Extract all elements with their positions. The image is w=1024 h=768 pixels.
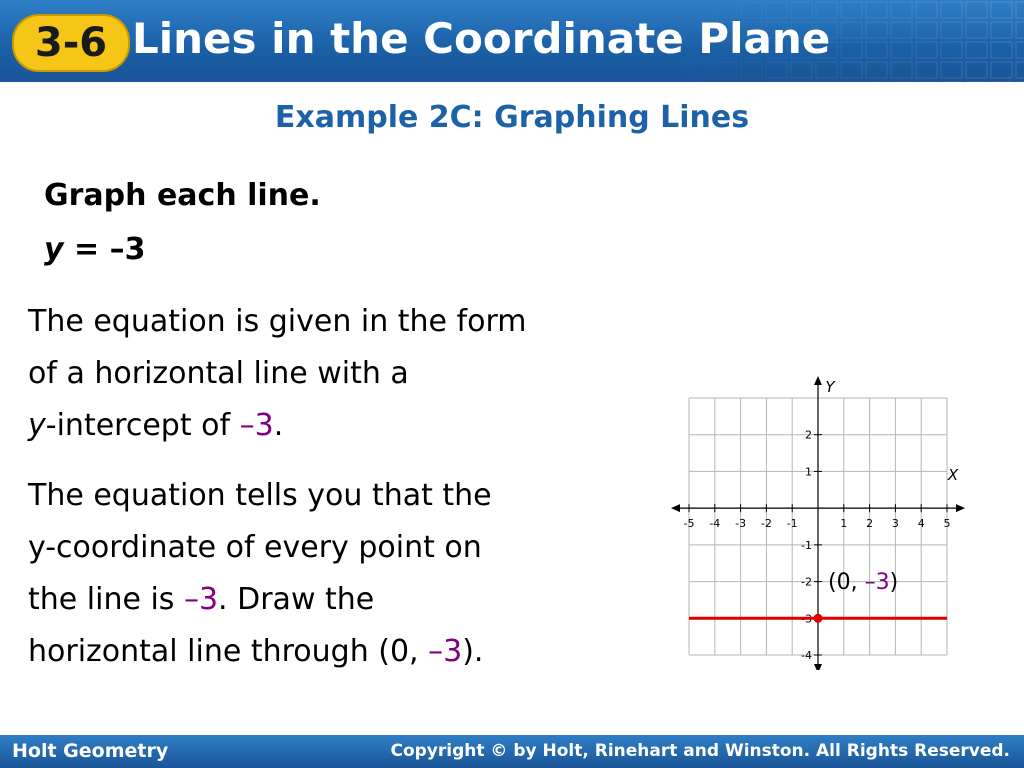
x-tick-label: 3 (891, 517, 899, 531)
explanation-paragraph-1 (28, 296, 526, 452)
x-tick-label: -4 (709, 517, 721, 531)
y-tick-label: -1 (801, 538, 812, 552)
footer-course-title: Holt Geometry (12, 740, 169, 762)
x-axis-arrow-right (956, 504, 965, 512)
point-label-close: ) (889, 570, 899, 595)
x-tick-label: -3 (735, 517, 747, 531)
equation-rest: = –3 (63, 232, 146, 267)
example-subtitle: Example 2C: Graphing Lines (274, 100, 750, 135)
footer-bar (0, 735, 1024, 768)
x-tick-label: 4 (917, 517, 925, 531)
y-tick-label: -3 (801, 612, 812, 626)
paragraph-2-line-3 (28, 574, 492, 626)
through-text: horizontal line through (0, (28, 634, 429, 669)
problem-equation (44, 232, 145, 267)
paragraph-2-line-2: y-coordinate of every point on (28, 530, 482, 565)
coordinate-graph (660, 370, 980, 670)
y-tick-label: -2 (801, 575, 812, 589)
y-variable: y (28, 408, 46, 443)
y-axis-arrow-up (814, 376, 822, 385)
paragraph-1-line-2: of a horizontal line with a (28, 356, 409, 391)
paragraph-1-line-3 (28, 400, 526, 452)
intercept-value: –3 (239, 408, 274, 443)
paragraph-2-line-1: The equation tells you that the (28, 478, 492, 513)
through-value: –3 (428, 634, 463, 669)
y-axis-label: Y (825, 378, 835, 396)
explanation-paragraph-2 (28, 470, 492, 678)
equation-variable: y (44, 232, 64, 267)
x-tick-label: 5 (943, 517, 951, 531)
y-tick-label: 2 (805, 428, 812, 442)
lesson-number: 3-6 (34, 20, 108, 66)
paragraph-1-line-1: The equation is given in the form (28, 304, 527, 339)
point-label-value: –3 (864, 570, 890, 595)
lesson-title: Lines in the Coordinate Plane (132, 14, 831, 63)
x-axis-label: X (947, 466, 959, 485)
paragraph-2-line-4 (28, 626, 492, 678)
draw-text: . Draw the (218, 582, 375, 617)
y-tick-label: 1 (805, 465, 812, 479)
point-0-minus-3 (814, 614, 823, 623)
line-is-text: the line is (28, 582, 184, 617)
problem-heading: Graph each line. (44, 178, 321, 213)
footer-copyright: Copyright © by Holt, Rinehart and Winston. All Rights Reserved. (390, 741, 1010, 761)
x-tick-label: -2 (760, 517, 772, 531)
line-value: –3 (183, 582, 219, 617)
point-label-open: (0, (828, 570, 865, 595)
through-end: ). (462, 634, 484, 669)
y-axis-arrow-down (814, 664, 822, 670)
point-label (828, 570, 898, 595)
intercept-text: -intercept of (45, 408, 240, 443)
lesson-badge (12, 14, 130, 72)
x-tick-label: 1 (840, 517, 848, 531)
x-tick-label: 2 (866, 517, 874, 531)
x-tick-label: -1 (786, 517, 798, 531)
y-tick-label: -4 (801, 649, 812, 662)
header-bar (0, 0, 1024, 82)
x-tick-label: -5 (683, 517, 695, 531)
intercept-end: . (273, 408, 284, 443)
x-axis-arrow-left (671, 504, 680, 512)
